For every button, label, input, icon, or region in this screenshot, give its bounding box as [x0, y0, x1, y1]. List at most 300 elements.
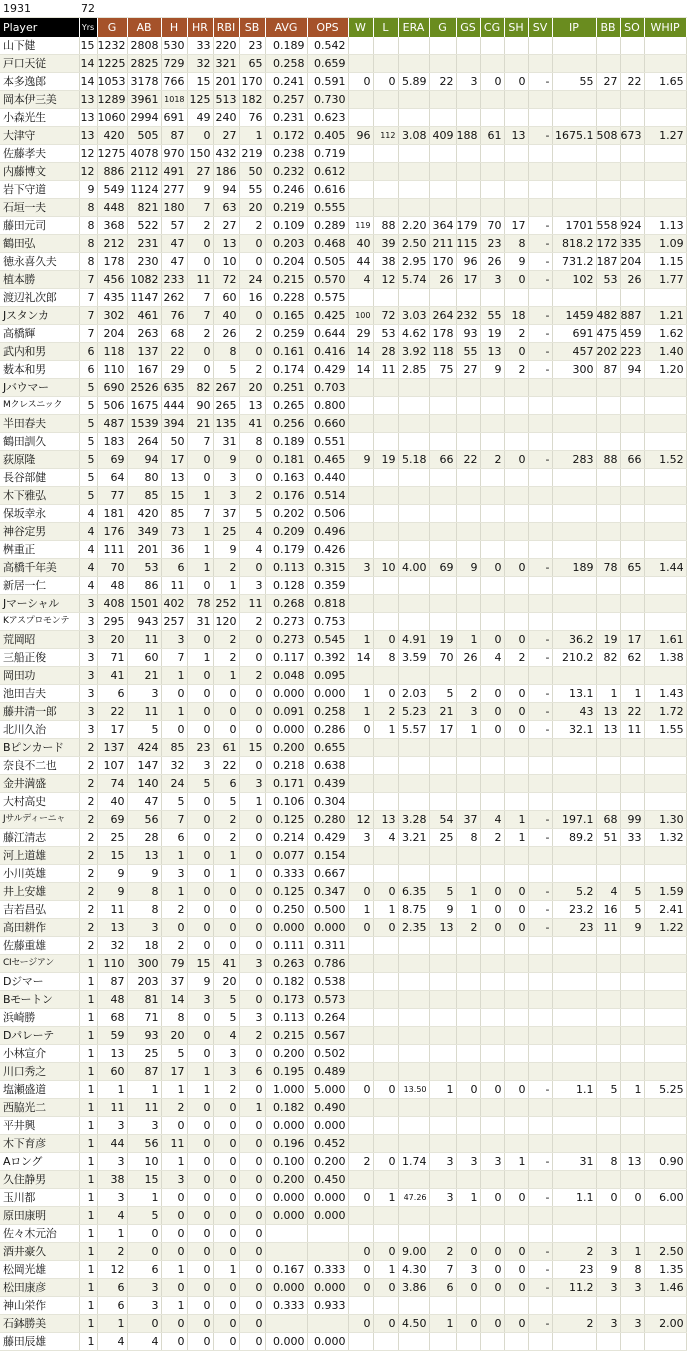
- cell-years: 1: [79, 973, 97, 991]
- cell-losses: [373, 91, 398, 109]
- cell-era: 3.92: [398, 343, 429, 361]
- table-row: [0, 901, 686, 919]
- cell-stolen-bases: 15: [239, 739, 265, 757]
- cell-games-started: [456, 793, 480, 811]
- cell-whip: 5.25: [644, 1081, 686, 1099]
- cell-strikeouts: 5: [620, 883, 644, 901]
- cell-home-runs: 0: [187, 127, 213, 145]
- cell-hits: 691: [161, 109, 187, 127]
- cell-complete-games: 4: [480, 811, 504, 829]
- cell-whip: [644, 379, 686, 397]
- cell-whip: [644, 1099, 686, 1117]
- cell-innings-pitched: 102: [552, 271, 596, 289]
- cell-stolen-bases: 24: [239, 271, 265, 289]
- cell-ops: 0.551: [307, 433, 348, 451]
- cell-era: [398, 667, 429, 685]
- cell-whip: [644, 865, 686, 883]
- cell-saves: -: [528, 703, 552, 721]
- cell-shutouts: [504, 181, 528, 199]
- cell-innings-pitched: 1.1: [552, 1189, 596, 1207]
- cell-strikeouts: [620, 865, 644, 883]
- cell-games-started: 115: [456, 235, 480, 253]
- cell-avg: 0.048: [265, 667, 307, 685]
- cell-losses: 8: [373, 649, 398, 667]
- cell-avg: 0.273: [265, 613, 307, 631]
- cell-player-name: 鶴田弘: [0, 235, 79, 253]
- cell-stolen-bases: 0: [239, 1333, 265, 1351]
- cell-innings-pitched: 691: [552, 325, 596, 343]
- cell-strikeouts: 22: [620, 703, 644, 721]
- cell-whip: 1.27: [644, 127, 686, 145]
- cell-ops: 0.000: [307, 1279, 348, 1297]
- cell-losses: [373, 1027, 398, 1045]
- cell-avg: 0.333: [265, 1297, 307, 1315]
- cell-at-bats: 424: [127, 739, 161, 757]
- cell-era: [398, 595, 429, 613]
- cell-avg: 0.125: [265, 883, 307, 901]
- cell-ops: 0.538: [307, 973, 348, 991]
- cell-years: 2: [79, 865, 97, 883]
- table-row: [0, 1189, 686, 1207]
- cell-era: [398, 433, 429, 451]
- cell-era: 4.91: [398, 631, 429, 649]
- cell-home-runs: 2: [187, 217, 213, 235]
- cell-avg: 0.179: [265, 541, 307, 559]
- header-strikeouts[interactable]: SO: [620, 18, 644, 38]
- cell-hits: 2: [161, 1099, 187, 1117]
- cell-pitching-games: [429, 109, 456, 127]
- cell-innings-pitched: [552, 37, 596, 55]
- cell-player-name: 玉川都: [0, 1189, 79, 1207]
- cell-strikeouts: [620, 55, 644, 73]
- cell-hits: 17: [161, 451, 187, 469]
- table-row: [0, 1117, 686, 1135]
- cell-whip: [644, 847, 686, 865]
- cell-wins: 12: [348, 811, 373, 829]
- cell-era: [398, 1117, 429, 1135]
- cell-rbi: 25: [213, 523, 239, 541]
- cell-player-name: Jバウマー: [0, 379, 79, 397]
- cell-pitching-games: 69: [429, 559, 456, 577]
- cell-ops: 0.439: [307, 775, 348, 793]
- header-ops[interactable]: OPS: [307, 18, 348, 38]
- cell-era: [398, 1099, 429, 1117]
- cell-losses: [373, 487, 398, 505]
- header-avg[interactable]: AVG: [265, 18, 307, 38]
- header-hits[interactable]: H: [161, 18, 187, 38]
- table-header-row: [0, 18, 686, 38]
- cell-player-name: Bピンカード: [0, 739, 79, 757]
- cell-complete-games: [480, 37, 504, 55]
- cell-shutouts: [504, 793, 528, 811]
- cell-walks: 5: [596, 1081, 620, 1099]
- cell-innings-pitched: [552, 739, 596, 757]
- cell-player-name: Jマーシャル: [0, 595, 79, 613]
- cell-at-bats: 18: [127, 937, 161, 955]
- cell-shutouts: 0: [504, 919, 528, 937]
- cell-shutouts: [504, 505, 528, 523]
- cell-at-bats: 4: [127, 1333, 161, 1351]
- cell-losses: [373, 577, 398, 595]
- cell-ops: 0.000: [307, 919, 348, 937]
- header-walks[interactable]: BB: [596, 18, 620, 38]
- cell-games: 87: [97, 973, 127, 991]
- header-pitching-games[interactable]: G: [429, 18, 456, 38]
- cell-losses: 0: [373, 1279, 398, 1297]
- cell-stolen-bases: 2: [239, 613, 265, 631]
- cell-rbi: 220: [213, 37, 239, 55]
- cell-hits: 257: [161, 613, 187, 631]
- cell-hits: 73: [161, 523, 187, 541]
- cell-saves: -: [528, 325, 552, 343]
- cell-at-bats: 201: [127, 541, 161, 559]
- cell-era: [398, 973, 429, 991]
- cell-ops: 0.660: [307, 415, 348, 433]
- cell-years: 1: [79, 1081, 97, 1099]
- cell-games-started: [456, 1135, 480, 1153]
- cell-stolen-bases: 0: [239, 649, 265, 667]
- cell-walks: [596, 757, 620, 775]
- cell-walks: [596, 397, 620, 415]
- cell-ops: 0.573: [307, 991, 348, 1009]
- cell-ops: 0.000: [307, 1333, 348, 1351]
- cell-home-runs: 0: [187, 1171, 213, 1189]
- cell-hits: 1: [161, 883, 187, 901]
- header-shutouts[interactable]: SH: [504, 18, 528, 38]
- cell-strikeouts: 26: [620, 271, 644, 289]
- cell-strikeouts: 66: [620, 451, 644, 469]
- cell-shutouts: 1: [504, 1153, 528, 1171]
- cell-strikeouts: [620, 577, 644, 595]
- cell-home-runs: 31: [187, 613, 213, 631]
- cell-shutouts: [504, 667, 528, 685]
- cell-pitching-games: [429, 1099, 456, 1117]
- cell-pitching-games: [429, 775, 456, 793]
- cell-avg: 0.100: [265, 1153, 307, 1171]
- cell-at-bats: 47: [127, 793, 161, 811]
- cell-avg: [265, 1243, 307, 1261]
- cell-rbi: 0: [213, 1117, 239, 1135]
- cell-rbi: 2: [213, 559, 239, 577]
- cell-avg: 0.173: [265, 991, 307, 1009]
- cell-complete-games: 19: [480, 325, 504, 343]
- cell-complete-games: [480, 541, 504, 559]
- cell-saves: -: [528, 1153, 552, 1171]
- cell-ops: 0.311: [307, 937, 348, 955]
- cell-innings-pitched: [552, 181, 596, 199]
- cell-whip: 1.32: [644, 829, 686, 847]
- cell-home-runs: 7: [187, 199, 213, 217]
- cell-player-name: 北川久治: [0, 721, 79, 739]
- cell-games: 1275: [97, 145, 127, 163]
- cell-saves: [528, 163, 552, 181]
- header-home-runs[interactable]: HR: [187, 18, 213, 38]
- table-row: [0, 433, 686, 451]
- cell-complete-games: [480, 739, 504, 757]
- cell-games: 25: [97, 829, 127, 847]
- cell-whip: [644, 757, 686, 775]
- cell-avg: 0.200: [265, 739, 307, 757]
- cell-strikeouts: [620, 1117, 644, 1135]
- cell-home-runs: 0: [187, 1333, 213, 1351]
- cell-hits: 1: [161, 667, 187, 685]
- cell-ops: 0.667: [307, 865, 348, 883]
- table-row: [0, 379, 686, 397]
- cell-games: 110: [97, 955, 127, 973]
- cell-shutouts: 0: [504, 1189, 528, 1207]
- cell-wins: [348, 145, 373, 163]
- cell-strikeouts: 223: [620, 343, 644, 361]
- cell-avg: 0.209: [265, 523, 307, 541]
- cell-avg: 0.077: [265, 847, 307, 865]
- cell-rbi: 0: [213, 1099, 239, 1117]
- header-era[interactable]: ERA: [398, 18, 429, 38]
- cell-wins: [348, 847, 373, 865]
- cell-saves: -: [528, 1243, 552, 1261]
- cell-whip: 1.55: [644, 721, 686, 739]
- cell-saves: -: [528, 901, 552, 919]
- cell-complete-games: [480, 613, 504, 631]
- cell-hits: 29: [161, 361, 187, 379]
- cell-wins: [348, 1207, 373, 1225]
- table-row: [0, 181, 686, 199]
- cell-whip: 1.20: [644, 361, 686, 379]
- table-row: [0, 757, 686, 775]
- cell-losses: 13: [373, 811, 398, 829]
- cell-games: 60: [97, 1063, 127, 1081]
- cell-wins: [348, 973, 373, 991]
- cell-avg: 0.000: [265, 685, 307, 703]
- cell-losses: [373, 613, 398, 631]
- cell-saves: [528, 793, 552, 811]
- cell-at-bats: 5: [127, 721, 161, 739]
- header-years[interactable]: Yrs: [79, 18, 97, 38]
- cell-years: 2: [79, 775, 97, 793]
- cell-ops: 0.200: [307, 1153, 348, 1171]
- cell-pitching-games: 3: [429, 1189, 456, 1207]
- cell-home-runs: 0: [187, 1009, 213, 1027]
- cell-shutouts: [504, 163, 528, 181]
- cell-stolen-bases: 4: [239, 541, 265, 559]
- cell-rbi: 120: [213, 613, 239, 631]
- cell-innings-pitched: [552, 1117, 596, 1135]
- cell-games: 506: [97, 397, 127, 415]
- cell-rbi: 13: [213, 235, 239, 253]
- cell-games: 3: [97, 1153, 127, 1171]
- cell-shutouts: [504, 469, 528, 487]
- cell-wins: [348, 37, 373, 55]
- cell-losses: 0: [373, 631, 398, 649]
- cell-avg: 0.113: [265, 559, 307, 577]
- cell-home-runs: 27: [187, 163, 213, 181]
- cell-games: 1232: [97, 37, 127, 55]
- cell-stolen-bases: 1: [239, 793, 265, 811]
- cell-ops: [307, 1243, 348, 1261]
- cell-wins: [348, 199, 373, 217]
- cell-era: [398, 505, 429, 523]
- cell-hits: 0: [161, 1279, 187, 1297]
- header-games[interactable]: G: [97, 18, 127, 38]
- cell-player-name: 小林宣介: [0, 1045, 79, 1063]
- cell-whip: [644, 667, 686, 685]
- cell-strikeouts: 99: [620, 811, 644, 829]
- cell-innings-pitched: [552, 1171, 596, 1189]
- cell-rbi: 0: [213, 1171, 239, 1189]
- cell-pitching-games: [429, 739, 456, 757]
- cell-strikeouts: 3: [620, 1279, 644, 1297]
- cell-complete-games: 3: [480, 1153, 504, 1171]
- header-stolen-bases[interactable]: SB: [239, 18, 265, 38]
- cell-games-started: 179: [456, 217, 480, 235]
- cell-home-runs: 0: [187, 343, 213, 361]
- cell-rbi: 3: [213, 487, 239, 505]
- cell-stolen-bases: 8: [239, 433, 265, 451]
- cell-years: 2: [79, 937, 97, 955]
- header-saves[interactable]: SV: [528, 18, 552, 38]
- cell-innings-pitched: 43: [552, 703, 596, 721]
- cell-strikeouts: 1: [620, 685, 644, 703]
- cell-innings-pitched: 36.2: [552, 631, 596, 649]
- cell-innings-pitched: [552, 595, 596, 613]
- cell-saves: [528, 739, 552, 757]
- cell-rbi: 0: [213, 703, 239, 721]
- cell-home-runs: 0: [187, 1261, 213, 1279]
- cell-walks: 3: [596, 1279, 620, 1297]
- header-complete-games[interactable]: CG: [480, 18, 504, 38]
- cell-era: 3.08: [398, 127, 429, 145]
- cell-complete-games: [480, 199, 504, 217]
- cell-games-started: [456, 289, 480, 307]
- cell-whip: [644, 55, 686, 73]
- cell-games-started: [456, 1225, 480, 1243]
- cell-hits: 0: [161, 1189, 187, 1207]
- cell-whip: [644, 397, 686, 415]
- cell-hits: 17: [161, 1063, 187, 1081]
- cell-saves: [528, 595, 552, 613]
- cell-at-bats: 86: [127, 577, 161, 595]
- cell-saves: [528, 415, 552, 433]
- cell-hits: 766: [161, 73, 187, 91]
- table-row: [0, 991, 686, 1009]
- cell-whip: [644, 1045, 686, 1063]
- cell-hits: 0: [161, 919, 187, 937]
- cell-ops: 0.429: [307, 361, 348, 379]
- cell-era: [398, 1009, 429, 1027]
- cell-player-name: 高橋千年美: [0, 559, 79, 577]
- cell-complete-games: [480, 91, 504, 109]
- cell-player-name: Aロング: [0, 1153, 79, 1171]
- cell-walks: 51: [596, 829, 620, 847]
- cell-avg: 0.117: [265, 649, 307, 667]
- header-rbi[interactable]: RBI: [213, 18, 239, 38]
- header-player[interactable]: Player: [0, 18, 79, 38]
- table-row: [0, 1297, 686, 1315]
- cell-games-started: 55: [456, 343, 480, 361]
- cell-games: 59: [97, 1027, 127, 1045]
- cell-avg: 0.106: [265, 793, 307, 811]
- cell-complete-games: [480, 757, 504, 775]
- cell-shutouts: 8: [504, 235, 528, 253]
- table-row: [0, 163, 686, 181]
- cell-avg: 0.091: [265, 703, 307, 721]
- cell-walks: [596, 667, 620, 685]
- cell-wins: [348, 289, 373, 307]
- cell-walks: 78: [596, 559, 620, 577]
- cell-avg: 0.000: [265, 1207, 307, 1225]
- cell-shutouts: [504, 1225, 528, 1243]
- cell-stolen-bases: 1: [239, 127, 265, 145]
- cell-rbi: 3: [213, 1045, 239, 1063]
- cell-pitching-games: 26: [429, 271, 456, 289]
- header-losses[interactable]: L: [373, 18, 398, 38]
- cell-shutouts: [504, 595, 528, 613]
- cell-strikeouts: [620, 1027, 644, 1045]
- table-row: [0, 343, 686, 361]
- cell-stolen-bases: 0: [239, 865, 265, 883]
- cell-home-runs: 0: [187, 667, 213, 685]
- cell-complete-games: 0: [480, 901, 504, 919]
- cell-at-bats: 6: [127, 1261, 161, 1279]
- cell-era: [398, 847, 429, 865]
- cell-player-name: 長谷部健: [0, 469, 79, 487]
- cell-losses: 19: [373, 451, 398, 469]
- cell-wins: [348, 1333, 373, 1351]
- cell-stolen-bases: 0: [239, 631, 265, 649]
- cell-hits: 24: [161, 775, 187, 793]
- cell-complete-games: [480, 289, 504, 307]
- table-row: [0, 1171, 686, 1189]
- header-games-started[interactable]: GS: [456, 18, 480, 38]
- header-whip[interactable]: WHIP: [644, 18, 686, 38]
- cell-games: 183: [97, 433, 127, 451]
- cell-complete-games: [480, 145, 504, 163]
- cell-years: 4: [79, 559, 97, 577]
- cell-games: 204: [97, 325, 127, 343]
- cell-home-runs: 0: [187, 469, 213, 487]
- cell-saves: [528, 991, 552, 1009]
- cell-wins: [348, 1297, 373, 1315]
- cell-era: 5.74: [398, 271, 429, 289]
- cell-games: 71: [97, 649, 127, 667]
- cell-pitching-games: [429, 37, 456, 55]
- cell-whip: [644, 145, 686, 163]
- header-at-bats[interactable]: AB: [127, 18, 161, 38]
- cell-wins: 0: [348, 1261, 373, 1279]
- cell-avg: 0.238: [265, 145, 307, 163]
- cell-home-runs: 15: [187, 73, 213, 91]
- cell-years: 3: [79, 631, 97, 649]
- cell-ops: 0.502: [307, 1045, 348, 1063]
- cell-pitching-games: 70: [429, 649, 456, 667]
- cell-home-runs: 0: [187, 451, 213, 469]
- header-innings-pitched[interactable]: IP: [552, 18, 596, 38]
- header-wins[interactable]: W: [348, 18, 373, 38]
- cell-pitching-games: [429, 541, 456, 559]
- cell-complete-games: 0: [480, 73, 504, 91]
- cell-whip: 1.09: [644, 235, 686, 253]
- cell-games-started: 26: [456, 649, 480, 667]
- cell-losses: [373, 1297, 398, 1315]
- cell-wins: [348, 577, 373, 595]
- cell-shutouts: [504, 973, 528, 991]
- cell-years: 1: [79, 1279, 97, 1297]
- cell-wins: [348, 523, 373, 541]
- cell-complete-games: [480, 505, 504, 523]
- cell-losses: [373, 847, 398, 865]
- cell-games-started: [456, 991, 480, 1009]
- cell-ops: 0.567: [307, 1027, 348, 1045]
- cell-player-name: 神山栄作: [0, 1297, 79, 1315]
